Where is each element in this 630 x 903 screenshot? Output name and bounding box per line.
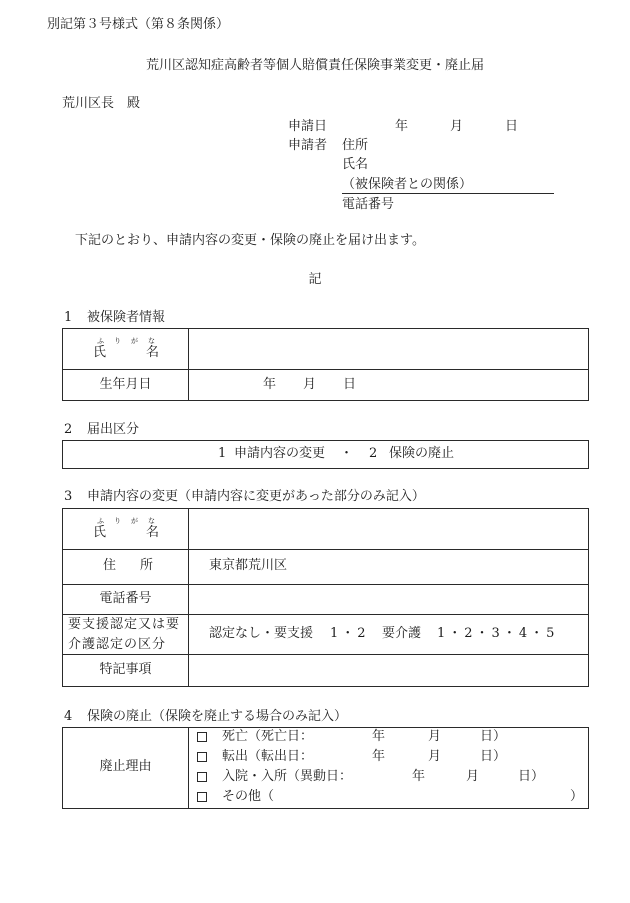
notes-label: 特記事項 (99, 662, 152, 677)
reason-death-row (189, 727, 588, 747)
application-month-label: 月 (450, 119, 464, 134)
checkbox-empty-icon[interactable] (197, 752, 207, 762)
insured-info-table (62, 328, 589, 401)
section2-heading: 届出区分 (87, 422, 140, 437)
address-prefix: 東京都荒川区 (209, 558, 288, 573)
phone-label: 電話番号 (99, 591, 152, 606)
changed-phone-field[interactable] (189, 585, 588, 614)
birthdate-month-label: 月 (303, 377, 317, 392)
section3-heading: 申請内容の変更（申請内容に変更があった部分のみ記入） (87, 489, 425, 504)
reason-other-row (189, 787, 588, 807)
name-label: 氏名 (93, 525, 200, 540)
section2-number: 2 (64, 422, 73, 437)
table-row (63, 509, 588, 549)
name-label: 氏名 (93, 345, 200, 360)
notification-type-box (62, 440, 589, 469)
name-label-cell (63, 329, 200, 369)
admission-day-label: 日） (518, 769, 545, 784)
table-row (63, 614, 588, 654)
form-title: 荒川区認知症高齢者等個人賠償責任保険事業変更・廃止届 (145, 58, 484, 73)
section3-number: 3 (64, 489, 73, 504)
care-option-care[interactable]: 要介護 (382, 626, 422, 641)
applicant-label: 申請者 (288, 138, 328, 153)
care-level-options[interactable] (189, 615, 588, 654)
change-details-table (62, 508, 589, 687)
reason-options (189, 728, 588, 808)
birthdate-year-label: 年 (263, 377, 277, 392)
statement-text: 下記のとおり、申請内容の変更・保険の廃止を届け出ます。 (75, 233, 425, 248)
table-row (63, 654, 588, 686)
care-option-support-levels[interactable]: 1・2 (330, 626, 369, 641)
insured-name-field[interactable] (189, 329, 588, 369)
ki-heading: 記 (308, 272, 322, 287)
moveout-month-label: 月 (428, 749, 442, 764)
table-row (63, 549, 588, 584)
checkbox-empty-icon[interactable] (197, 792, 207, 802)
application-date-label: 申請日 (288, 119, 328, 134)
applicant-name-label: 氏名 (342, 157, 369, 172)
addressee: 荒川区長 殿 (62, 96, 141, 111)
address-label-cell (63, 550, 189, 584)
section1-number: 1 (64, 310, 73, 325)
option-cancel-number[interactable]: 2 (369, 446, 378, 461)
table-row (63, 584, 588, 614)
table-row (63, 728, 588, 808)
furigana-label: ふりがな (97, 337, 165, 345)
reason-other-label: その他（ (222, 789, 275, 804)
reason-other-close: ） (570, 789, 584, 804)
form-number: 別記第３号様式（第８条関係） (47, 17, 230, 32)
application-day-label: 日 (505, 119, 519, 134)
birthdate-label-cell (63, 370, 189, 400)
notes-label-cell (63, 655, 189, 686)
option-change-number[interactable]: 1 (218, 446, 227, 461)
checkbox-empty-icon[interactable] (197, 772, 207, 782)
option-cancel-label[interactable]: 保険の廃止 (389, 446, 455, 461)
cancellation-table (62, 727, 589, 809)
changed-address-field[interactable] (189, 550, 588, 584)
name-label-cell (63, 509, 200, 549)
section4-heading: 保険の廃止（保険を廃止する場合のみ記入） (87, 709, 348, 724)
phone-label-cell (63, 585, 189, 614)
section4-number: 4 (64, 709, 73, 724)
application-year-label: 年 (395, 119, 409, 134)
furigana-label: ふりがな (97, 517, 165, 525)
applicant-relation-label: （被保険者との関係） (342, 177, 473, 192)
reason-moveout-row (189, 747, 588, 767)
care-level-label-cell (63, 615, 189, 654)
option-change-label[interactable]: 申請内容の変更 (234, 446, 326, 461)
changed-name-field[interactable] (189, 509, 588, 549)
care-level-label: 要支援認定又は要介護認定の区分 (68, 617, 181, 652)
reason-death-label: 死亡（死亡日： (222, 729, 314, 744)
reason-admission-label: 入院・入所（異動日： (222, 769, 353, 784)
table-row (63, 369, 588, 400)
section1-heading: 被保険者情報 (87, 310, 166, 325)
checkbox-empty-icon[interactable] (197, 732, 207, 742)
death-month-label: 月 (428, 729, 442, 744)
relation-underline (342, 193, 554, 194)
reason-admission-row (189, 767, 588, 787)
moveout-year-label: 年 (372, 749, 386, 764)
death-year-label: 年 (372, 729, 386, 744)
admission-month-label: 月 (466, 769, 480, 784)
moveout-day-label: 日） (480, 749, 507, 764)
notes-field[interactable] (189, 655, 588, 686)
reason-label: 廃止理由 (99, 759, 152, 774)
applicant-phone-label: 電話番号 (342, 197, 395, 212)
reason-label-cell (63, 728, 189, 808)
birthdate-label: 生年月日 (99, 377, 152, 392)
option-separator: ・ (340, 446, 354, 461)
address-label: 住所 (103, 558, 178, 573)
care-option-care-levels[interactable]: 1・2・3・4・5 (437, 626, 558, 641)
birthdate-field[interactable] (189, 370, 588, 400)
admission-year-label: 年 (412, 769, 426, 784)
care-option-none-support[interactable]: 認定なし・要支援 (209, 626, 314, 641)
death-day-label: 日） (480, 729, 507, 744)
table-row (63, 329, 588, 369)
applicant-address-label: 住所 (342, 138, 369, 153)
birthdate-day-label: 日 (343, 377, 357, 392)
reason-moveout-label: 転出（転出日： (222, 749, 314, 764)
